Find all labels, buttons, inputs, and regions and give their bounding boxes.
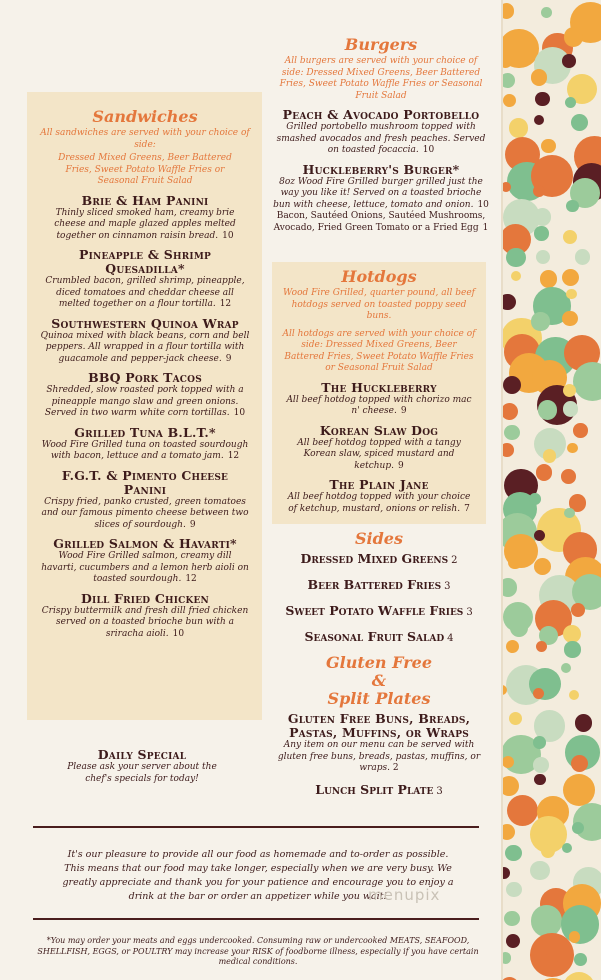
decorative-dot (562, 54, 576, 68)
sides-title: Sides (354, 529, 403, 548)
decorative-dot (543, 449, 556, 462)
burgers-item-desc-text: Grilled portobello mushroom topped with smashed avocados and fresh peaches. Served on toasted focaccia. (276, 122, 486, 155)
side-item (272, 604, 486, 620)
sandwiches-item-desc-text: Quinoa mixed with black beans, corn and bell peppers. All wrapped in a flour tortilla with guacamole and pepper-jack cheese. (40, 330, 250, 364)
decorative-dot (531, 905, 563, 937)
sandwiches-item-price: 9 (225, 353, 232, 364)
decorative-dot (529, 493, 541, 505)
decorative-dot (564, 27, 584, 47)
side-item-name: Beer Battered Fries (307, 577, 442, 592)
divider-bottom (33, 918, 479, 920)
gluten-title: Gluten Free (325, 653, 432, 672)
decorative-dot (501, 578, 517, 597)
burgers-section (272, 36, 490, 234)
sandwiches-item-desc-text: Crumbled bacon, grilled shrimp, pineapple, diced tomatoes and cheddar cheese all melted together on a flour tortilla. (45, 276, 245, 309)
decorative-dot (505, 845, 522, 862)
decorative-dot (509, 118, 528, 137)
decorative-dot (506, 640, 519, 653)
decorative-dot (534, 774, 545, 785)
side-item-name: Dressed Mixed Greens (300, 551, 449, 566)
sandwiches-item-name: Pineapple & Shrimp Quesadilla* (79, 247, 211, 276)
decorative-dot (573, 362, 601, 401)
sandwiches-item-desc (40, 276, 250, 311)
burgers-item (272, 163, 490, 235)
decorative-dot (501, 824, 515, 840)
decorative-dot (534, 115, 544, 125)
hotdogs-item-desc (282, 395, 476, 418)
decorative-dot (540, 270, 558, 288)
decorative-dot (509, 712, 522, 725)
sandwiches-item (40, 469, 250, 532)
sandwiches-item-desc (40, 606, 250, 641)
burgers-item-extra (272, 211, 490, 234)
divider-top (33, 826, 479, 828)
sandwiches-item-desc (40, 385, 250, 420)
sandwiches-item-desc-text: Crispy fried, panko crusted, green tomatoes and our famous pimento cheese between two slices of sourdough. (41, 496, 249, 530)
hotdogs-item-price: 7 (464, 503, 470, 514)
sandwiches-item-price: 12 (185, 574, 197, 584)
decorative-dot (508, 556, 521, 569)
decorative-dot (569, 931, 580, 942)
kitchen-message: It's our pleasure to provide all our food as homemade and to-order as possible. This means that our food may take longer, especially when we are very busy. We greatly appreciate and thank you for your patience and encourage you to enjoy a drink at the bar or order an appetizer while you wait! (62, 849, 454, 902)
sandwich-list (40, 194, 250, 641)
decorative-dot (534, 208, 551, 225)
hotdogs-item-desc-text: All beef hotdog topped with chorizo mac n' cheese. (286, 394, 472, 416)
decorative-dot (541, 139, 556, 154)
sandwiches-note: All sandwiches are served with your choice of side: (40, 128, 250, 150)
sandwiches-item-desc (40, 331, 250, 366)
decorative-dot (535, 92, 550, 107)
sandwiches-item-desc-text: Thinly sliced smoked ham, creamy brie cheese and maple glazed apples melted together on cinnamon raisin bread. (54, 207, 236, 241)
sandwiches-item (40, 194, 250, 243)
decorative-dot (562, 269, 579, 286)
sandwiches-item-desc-text: Wood Fire Grilled tuna on toasted sourdough with bacon, lettuce and a tomato jam. (41, 439, 249, 461)
decorative-dot (561, 663, 571, 673)
decorative-dot (566, 289, 576, 299)
side-item-price: 3 (444, 581, 451, 592)
sandwiches-item-name: F.G.T. & Pimento Cheese Panini (61, 467, 229, 497)
side-item-price: 4 (447, 633, 454, 644)
decorative-dot (565, 97, 576, 108)
sandwiches-item (40, 248, 250, 311)
decorative-dot (571, 114, 588, 131)
decorative-dot (569, 690, 579, 700)
hotdogs-item (282, 424, 476, 473)
lunch-split-plate: Lunch Split Plate 3 (315, 781, 443, 797)
sandwiches-item (40, 426, 250, 463)
gluten-free-item-name: Gluten Free Buns, Breads, Pastas, Muffins, or Wraps (287, 711, 471, 740)
hotdogs-item-desc-text: All beef hotdog topped with your choice of ketchup, mustard, onions or relish. (287, 492, 471, 514)
sandwiches-item-name: Brie & Ham Panini (81, 192, 209, 208)
sandwiches-item-price: 10 (222, 230, 234, 241)
side-item (272, 552, 486, 568)
decorative-dot (504, 911, 520, 927)
decorative-dot (562, 311, 578, 327)
decorative-dot (571, 603, 585, 617)
decorative-dot (501, 3, 514, 19)
footer-disclaimer: *You may order your meats and eggs undercooked. Consuming raw or undercooked MEATS, SEAFOOD, SHELLFISH, EGGS, or POULTRY may increase your RISK of foodborne illness, especially if you have certain medical conditions. (37, 936, 479, 966)
decorative-dot (506, 882, 521, 897)
decorative-dot (534, 530, 545, 541)
decorative-dot (562, 843, 572, 853)
decorative-dot (501, 867, 510, 880)
hotdogs-item (282, 381, 476, 418)
gluten-free-item-desc: Any item on our menu can be served with gluten free buns, breads, pastas, muffins, or wraps. 2 (277, 740, 481, 773)
decorative-dot (502, 756, 514, 768)
decorative-dot (541, 7, 552, 18)
hotdogs-note: Wood Fire Grilled, quarter pound, all beef hotdogs served on toasted poppy seed buns. (283, 288, 475, 321)
burgers-item-desc (272, 122, 490, 157)
sandwiches-item-desc-text: Wood Fire Grilled salmon, creamy dill havarti, cucumbers and a lemon herb aioli on toasted sourdough. (41, 551, 249, 584)
decorative-dot (575, 249, 590, 264)
decorative-dot (530, 861, 549, 880)
watermark: menupix (368, 886, 441, 904)
burgers-note: All burgers are served with your choice of side: Dressed Mixed Greens, Beer Battered Fries, Sweet Potato Waffle Fries or Seasonal Fruit Salad (279, 56, 483, 101)
sandwiches-item-name: BBQ Pork Tacos (88, 370, 202, 385)
decorative-dot (501, 294, 516, 311)
sandwiches-item-desc (40, 208, 250, 243)
decorative-dot (533, 757, 549, 773)
decorative-dot (533, 688, 544, 699)
hotdogs-section (282, 268, 476, 515)
side-item-price: 3 (466, 607, 473, 618)
decorative-dot (563, 972, 595, 980)
decorative-dot (541, 844, 555, 858)
sandwiches-item (40, 371, 250, 420)
decorative-dot (536, 250, 550, 264)
decorative-dot (538, 400, 558, 420)
side-item (272, 630, 486, 646)
hotdogs-item (282, 478, 476, 515)
hotdogs-item-name: The Plain Jane (329, 477, 429, 492)
hotdogs-item-name: Korean Slaw Dog (319, 422, 439, 438)
sandwiches-title: Sandwiches (92, 107, 198, 126)
hotdogs-item-price: 9 (397, 460, 404, 471)
hotdogs-item-desc (282, 438, 476, 473)
burgers-item-price: 10 (422, 145, 435, 155)
hotdogs-item-desc-text: All beef hotdog topped with a tangy Korean slaw, spiced mustard and ketchup. (297, 437, 461, 471)
decorative-dot (506, 248, 525, 267)
decorative-dot (561, 469, 576, 484)
burgers-item-name: Peach & Avocado Portobello (282, 107, 480, 122)
burgers-title: Burgers (344, 35, 418, 54)
decorative-dot (511, 271, 522, 282)
sandwiches-item-price: 12 (227, 451, 240, 461)
sides-list (272, 552, 486, 646)
decorative-dot (573, 423, 587, 437)
gluten-amp: & (371, 671, 387, 690)
burgers-item-name: Huckleberry's Burger* (302, 161, 460, 177)
sandwiches-item (40, 592, 250, 641)
sandwiches-item-price: 12 (219, 299, 232, 309)
side-item-price: 2 (451, 555, 458, 566)
decorative-dot (501, 952, 511, 964)
decorative-dot (506, 934, 520, 948)
hotdogs-item-name: The Huckleberry (321, 379, 437, 395)
burgers-item-desc (272, 177, 490, 212)
decorative-dot (540, 954, 558, 972)
daily-special-name: Daily Special (97, 747, 187, 762)
sandwiches-item-desc (40, 551, 250, 586)
decorative-dot (563, 625, 581, 643)
decorative-dot (564, 508, 574, 518)
hotdogs-item-desc (282, 492, 476, 515)
sandwiches-item-name: Southwestern Quinoa Wrap (51, 315, 239, 331)
decorative-dot (566, 200, 579, 213)
decorative-dots-strip (501, 0, 601, 980)
decorative-dot (531, 312, 549, 330)
sandwiches-item-price: 10 (233, 408, 246, 418)
decorative-dot (534, 558, 551, 575)
burgers-item-extra-text: Bacon, Sautéed Onions, Sautéed Mushrooms, Avocado, Fried Green Tomato or a Fried Egg (273, 211, 486, 233)
sandwiches-item-desc-text: Shredded, slow roasted pork topped with a pineapple mango slaw and green onions. Served in two warm white corn tortillas. (44, 385, 244, 418)
burger-list (272, 108, 490, 234)
daily-special-desc: Please ask your server about the chef's specials for today! (67, 762, 217, 784)
daily-special (42, 748, 242, 785)
sandwiches-section (40, 108, 250, 640)
decorative-dot (504, 425, 519, 440)
decorative-dot (501, 403, 518, 420)
side-item-name: Seasonal Fruit Salad (304, 629, 445, 644)
decorative-dot (563, 230, 577, 244)
decorative-dot (533, 736, 545, 748)
decorative-dot (567, 443, 578, 454)
sandwiches-item-name: Dill Fried Chicken (81, 590, 209, 606)
decorative-dot (536, 464, 553, 481)
sandwiches-sides-note: Dressed Mixed Greens, Beer Battered Fries, Sweet Potato Waffle Fries or Seasonal Fruit Salad (58, 153, 232, 186)
sandwiches-item-desc-text: Crispy buttermilk and fresh dill fried chicken served on a toasted brioche bun with a sriracha aioli. (41, 605, 249, 639)
hotdog-list (282, 381, 476, 516)
decorative-dot (501, 776, 519, 796)
sandwiches-item-desc (40, 497, 250, 532)
split-plates-title: Split Plates (327, 689, 431, 708)
sandwiches-item-desc (40, 440, 250, 463)
sandwiches-item (40, 317, 250, 366)
gluten-section (272, 654, 486, 799)
decorative-dot (501, 443, 514, 456)
decorative-dot (503, 94, 516, 107)
decorative-dot (507, 795, 538, 826)
decorative-dot (574, 953, 587, 966)
side-item-name: Sweet Potato Waffle Fries (285, 603, 464, 618)
burgers-item (272, 108, 490, 157)
hotdogs-title: Hotdogs (341, 267, 417, 286)
sandwiches-item (40, 537, 250, 586)
sandwiches-item-name: Grilled Salmon & Havarti* (53, 536, 237, 551)
decorative-dot (531, 69, 548, 86)
decorative-dot (563, 774, 595, 806)
sandwiches-item-name: Grilled Tuna B.L.T.* (74, 424, 216, 440)
decorative-dot (534, 226, 548, 240)
gluten-free-item (272, 712, 486, 775)
sides-section (272, 530, 486, 646)
decorative-dot (575, 714, 593, 732)
decorative-dot (510, 619, 528, 637)
decorative-dot (501, 977, 519, 980)
sandwiches-item-price: 9 (189, 519, 196, 530)
decorative-dot (503, 376, 521, 394)
burgers-item-desc-text: 8oz Wood Fire Grilled burger grilled just the way you like it! Served on a toasted brioche bun with cheese, lettuce, tomato and onion. (273, 176, 483, 210)
decorative-dot (501, 73, 515, 88)
decorative-dot (563, 401, 579, 417)
decorative-dot (572, 822, 584, 834)
burgers-item-price: 10 (477, 199, 489, 210)
side-item (272, 578, 486, 594)
burgers-item-extra-price: 1 (482, 222, 489, 233)
decorative-dot (536, 641, 547, 652)
decorative-dot (564, 641, 580, 657)
hotdogs-item-price: 9 (400, 406, 407, 416)
decorative-dot (571, 755, 588, 772)
sandwiches-item-price: 10 (172, 628, 185, 639)
hotdogs-sides-note: All hotdogs are served with your choice of side: Dressed Mixed Greens, Beer Battered Fries, Sweet Potato Waffle Fries or Seasonal Fruit Salad (282, 328, 476, 373)
